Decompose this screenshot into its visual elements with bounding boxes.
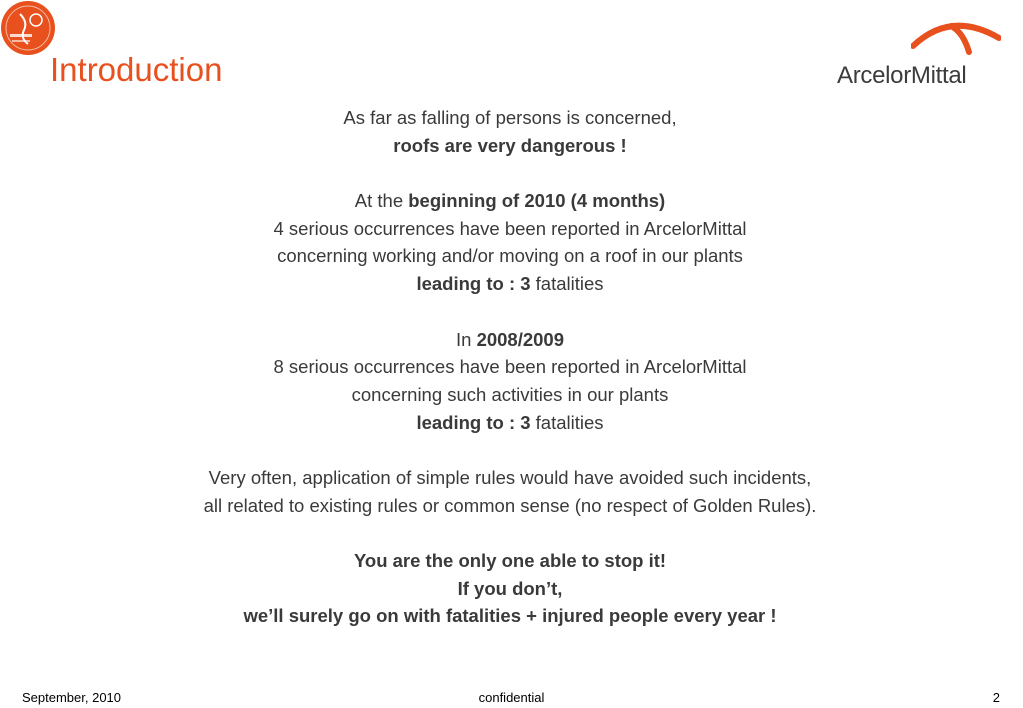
text-line bbox=[150, 409, 870, 437]
text-span: In bbox=[455, 328, 477, 350]
text-line: 8 serious occurrences have been reported in ArcelorMittal bbox=[273, 356, 747, 378]
health-safety-badge-icon bbox=[0, 0, 58, 56]
text-line bbox=[150, 326, 870, 354]
text-line: all related to existing rules or common sense (no respect of Golden Rules). bbox=[203, 494, 817, 516]
text-line: concerning working and/or moving on a roof in our plants bbox=[277, 245, 743, 267]
emphasis-text: we’ll surely go on with fatalities + injured people every year ! bbox=[243, 605, 777, 627]
page-title: Introduction bbox=[50, 51, 223, 88]
emphasis-text: leading to : 3 bbox=[416, 411, 531, 433]
logo-arc-icon bbox=[911, 16, 1001, 56]
footer-classification: confidential bbox=[478, 690, 545, 705]
text-line: 4 serious occurrences have been reported in ArcelorMittal bbox=[273, 217, 747, 239]
logo-wordmark: ArcelorMittal bbox=[837, 62, 967, 89]
emphasis-text: 2008/2009 bbox=[476, 328, 565, 350]
emphasis-text: roofs are very dangerous ! bbox=[393, 134, 627, 156]
emphasis-text: If you don’t, bbox=[457, 577, 563, 599]
text-line bbox=[150, 575, 870, 603]
text-line bbox=[150, 187, 870, 215]
footer-date: September, 2010 bbox=[22, 690, 122, 705]
text-span: fatalities bbox=[530, 273, 604, 295]
emphasis-text: beginning of 2010 (4 months) bbox=[408, 190, 666, 212]
text-line: concerning such activities in our plants bbox=[351, 383, 669, 405]
arcelormittal-logo bbox=[835, 16, 1005, 92]
text-span: At the bbox=[354, 190, 409, 212]
text-line: Very often, application of simple rules would have avoided such incidents, bbox=[208, 466, 812, 488]
slide-body bbox=[150, 104, 870, 630]
text-span: fatalities bbox=[530, 411, 604, 433]
emphasis-text: leading to : 3 bbox=[416, 273, 531, 295]
text-line bbox=[150, 547, 870, 575]
text-line bbox=[150, 270, 870, 298]
text-line bbox=[150, 602, 870, 630]
page-number: 2 bbox=[992, 690, 1000, 705]
text-line: As far as falling of persons is concerned, bbox=[343, 107, 677, 128]
text-line bbox=[150, 132, 870, 160]
emphasis-text: You are the only one able to stop it! bbox=[353, 550, 667, 571]
